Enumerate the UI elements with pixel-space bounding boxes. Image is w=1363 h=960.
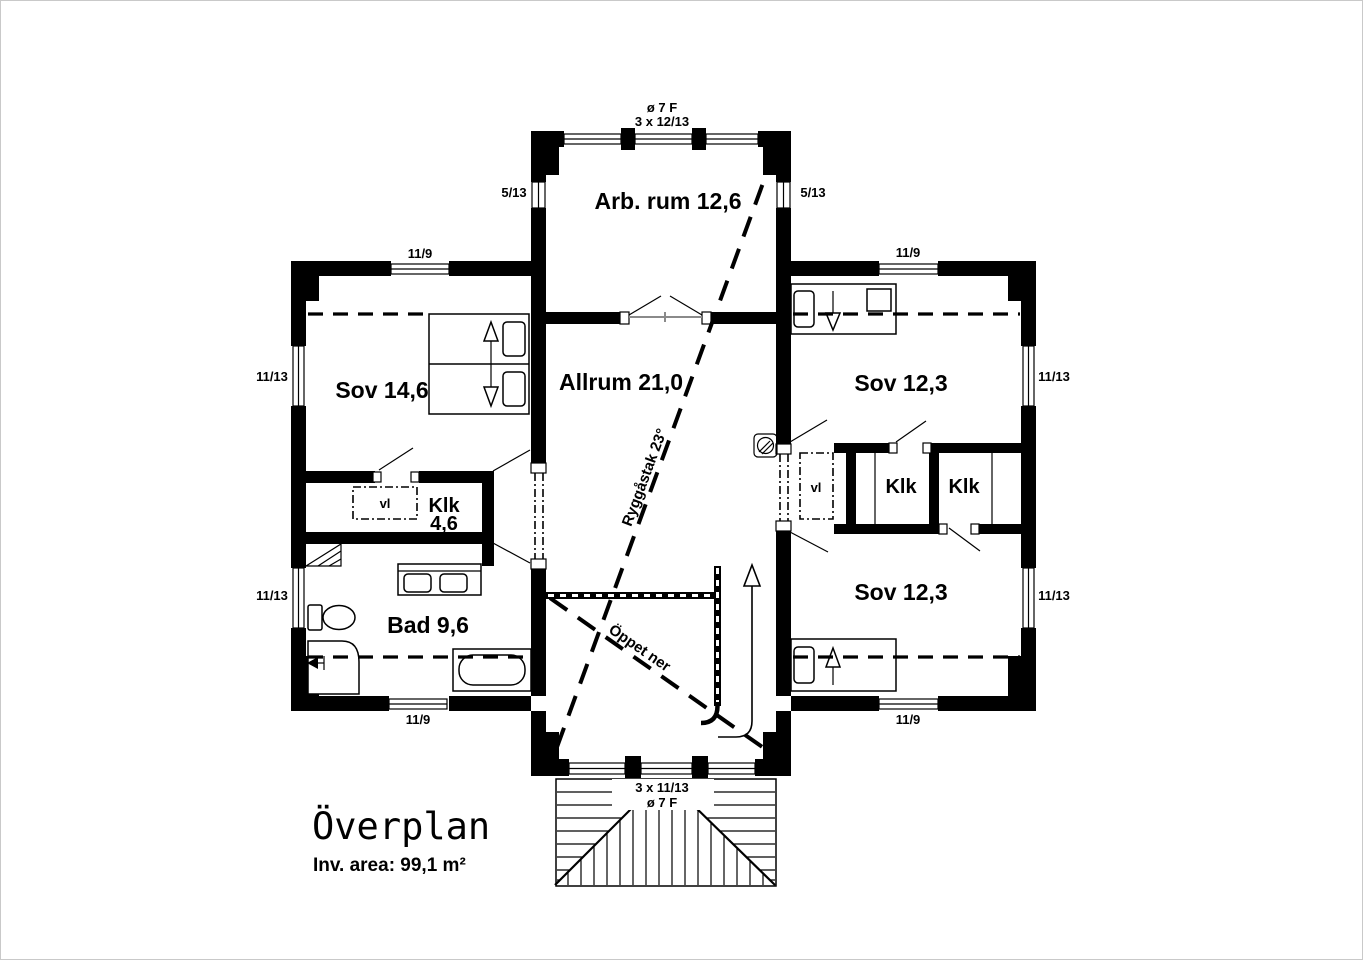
pillow xyxy=(794,291,814,327)
nightstand xyxy=(867,289,891,311)
room-label-sov-hoger-ovre: Sov 12,3 xyxy=(854,370,948,396)
window-right-wing-top xyxy=(879,264,938,274)
bed-sov-hoger-nedre xyxy=(791,639,896,691)
dim-left-wing-bottom: 11/9 xyxy=(405,712,431,727)
dim-arb-right: 5/13 xyxy=(800,185,826,200)
dim-left-wing-top: 11/9 xyxy=(407,246,433,261)
pillow xyxy=(503,322,525,356)
bathtub xyxy=(453,649,531,691)
room-label-klk-hoger-1: Klk xyxy=(885,476,917,498)
dim-bottom-fitting: ø 7 F xyxy=(646,795,678,810)
dim-top-fitting: ø 7 F xyxy=(646,100,678,115)
window-bottom-triple xyxy=(569,763,755,774)
dim-right-wing-top: 11/9 xyxy=(895,245,921,260)
room-label-arbetsrum: Arb. rum 12,6 xyxy=(594,188,742,214)
labels xyxy=(256,100,1070,876)
plan-title: Överplan xyxy=(312,805,491,848)
room-label-klk-vanster: Klk xyxy=(428,495,460,517)
window-right-side-lower xyxy=(1023,568,1034,628)
stair-direction-line xyxy=(718,578,752,737)
sloped-ceiling-hatch xyxy=(306,544,341,566)
pillow xyxy=(794,647,814,683)
room-label-bad: Bad 9,6 xyxy=(387,612,469,638)
bed-sov-hoger-ovre xyxy=(791,284,896,334)
plan-area: Inv. area: 99,1 m² xyxy=(313,855,466,876)
double-door-arbetsrum xyxy=(629,296,702,322)
window-top-triple xyxy=(564,134,758,144)
vent-unit-symbol xyxy=(754,434,777,457)
room-label-sov-vanster: Sov 14,6 xyxy=(335,377,429,403)
room-label-sov-hoger-nedre: Sov 12,3 xyxy=(854,579,948,605)
room-label-klk-vanster-area: 4,6 xyxy=(430,513,458,535)
dim-right-side-lower: 11/13 xyxy=(1038,588,1070,603)
handrail-hook xyxy=(701,706,718,723)
window-left-side-upper xyxy=(293,346,304,406)
vl-label-right: vl xyxy=(810,480,822,495)
room-label-allrum: Allrum 21,0 xyxy=(559,369,683,395)
dim-bottom-window: 3 x 11/13 xyxy=(635,780,689,795)
dim-right-side-upper: 11/13 xyxy=(1038,369,1070,384)
cased-openings xyxy=(535,454,788,559)
window-left-wing-bottom xyxy=(389,699,447,709)
dim-top-window: 3 x 12/13 xyxy=(634,114,690,129)
dim-left-side-upper: 11/13 xyxy=(256,369,288,384)
window-arb-left xyxy=(532,182,545,208)
dim-arb-left: 5/13 xyxy=(501,185,527,200)
room-label-klk-hoger-2: Klk xyxy=(948,476,980,498)
window-left-wing-top xyxy=(391,264,449,274)
window-left-side-lower xyxy=(293,568,304,628)
pillow xyxy=(503,372,525,406)
bed-sov-vanster xyxy=(429,314,529,414)
dim-right-wing-bottom: 11/9 xyxy=(895,712,921,727)
window-right-side-upper xyxy=(1023,346,1034,406)
floor-plan-drawing xyxy=(1,1,1363,960)
dim-left-side-lower: 11/13 xyxy=(256,588,288,603)
vl-label-left: vl xyxy=(379,496,391,511)
ridge-annotation: Ryggåstak 23° xyxy=(618,426,671,529)
shower xyxy=(307,641,359,694)
stair-arrow-head xyxy=(744,565,760,586)
window-arb-right xyxy=(777,182,790,208)
double-sink xyxy=(398,564,481,595)
window-right-wing-bottom xyxy=(879,699,938,709)
open-below-annotation: Öppet ner xyxy=(605,621,674,676)
toilet xyxy=(308,605,355,630)
